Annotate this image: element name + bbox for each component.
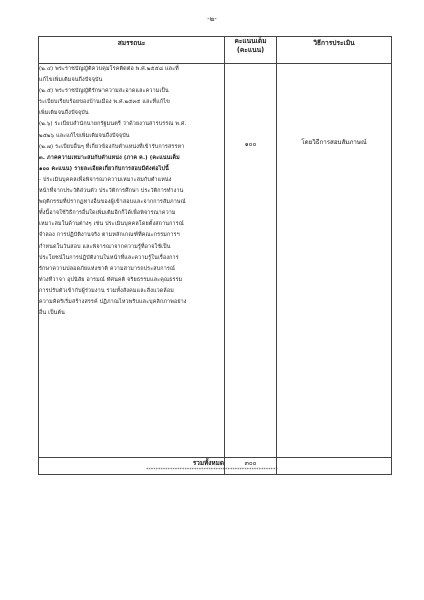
body-line: ท่วงทีวาจา อุปนิสัย อารมณ์ ทัศนคติ จริยธรรมและคุณธรรม [39,276,183,283]
footer-separator-stars: ******************************************************* [146,468,278,473]
table-header-row [39,37,392,64]
evaluation-table [38,36,392,475]
header-full-score [225,37,277,64]
body-line: (๒.๔) พระราชบัญญัติควบคุมโรคติดต่อ พ.ศ.๒๕๕๘ และที่ [39,66,179,72]
page-number: -๒- [207,15,217,23]
body-line: อื่น เป็นต้น [39,310,65,317]
score-cell [225,64,277,458]
header-method: วิธีการประเมิน [277,37,392,64]
header-competency: สมรรถนะ [39,37,225,64]
body-line: ประโยชน์ในการปฏิบัติงานในหน้าที่และความรู้ในเรื่องการ [39,254,179,261]
full-score-value: ๑๐๐ [244,141,257,148]
header-full-score-line1: คะแนนเต็ม [234,37,267,45]
body-line: - ประเมินบุคคลเพื่อพิจารณาความเหมาะสมกับตำแหน่ง [39,176,172,183]
body-line: กำหนดในวันสอบ และพิจารณาจากความรู้ที่อาจใช้เป็น [39,243,171,250]
method-value: โดยวิธีการสอบสัมภาษณ์ [301,139,367,146]
body-line: เพิ่มเติมจนถึงปัจจุบัน [39,110,89,117]
body-line: ๒๕๒๖ และแก้ไขเพิ่มเติมจนถึงปัจจุบัน [39,132,130,139]
body-line: ๑๐๐ คะแนน) รายละเอียดเกี่ยวกับการสอบมีดังต่อไปนี้ [39,165,169,172]
body-line: ระเบียบเรียบร้อยของบ้านเมือง พ.ศ.๒๕๓๕ และที่แก้ไข [39,99,170,106]
body-line: (๒.๕) พระราชบัญญัติรักษาความสะอาดและความเป็น [39,88,169,95]
body-line: ทั้งนี้อาจใช้วิธีการอื่นใดเพิ่มเติมอีกก็ได้เพื่อพิจารณาความ [39,210,176,217]
total-label: รวมทั้งหมด [39,458,225,475]
body-line: (๒.๗) ระเบียบอื่นๆ ที่เกี่ยวข้องกับตำแหน่งที่เข้ารับการสรรหา [39,143,185,150]
body-line: รักษาความปลอดภัยแห่งชาติ ความสามารถประสบการณ์ [39,265,176,272]
body-line: แก้ไขเพิ่มเติมจนถึงปัจจุบัน [39,77,103,84]
body-line: หน้าที่จากประวัติส่วนตัว ประวัติการศึกษา ประวัติการทำงาน [39,188,184,195]
body-line: ความคิดริเริ่มสร้างสรรค์ ปฏิภาณไหวพริบและบุคลิกภาพอย่าง [39,298,187,305]
table-row [39,64,392,458]
header-full-score-line2: (คะแนน) [236,46,265,54]
competency-description-cell [39,64,225,458]
total-score: ๓๐๐ [225,458,277,475]
body-line: ๓. ภาคความเหมาะสมกับตำแหน่ง (ภาค ค.) (คะแนนเต็ม [39,154,180,161]
body-line: การปรับตัวเข้ากับผู้ร่วมงาน รวมทั้งสังคมและสิ่งแวดล้อม [39,287,174,294]
body-line: (๒.๖) ระเบียบสำนักนายกรัฐมนตรี ว่าด้วยงานสารบรรณ พ.ศ. [39,121,187,128]
body-line: จำลอง การปฏิบัติงานจริง ตามหลักเกณฑ์ที่คณะกรรมการฯ [39,232,180,239]
body-line: เหมาะสมในด้านต่างๆ เช่น ประเมินบุคคลโดยตั้งสถานการณ์ [39,221,184,228]
method-cell [277,64,392,458]
body-line: พฤติกรรมที่ปรากฏทางอื่นของผู้เข้าสอบและจากการสัมภาษณ์ [39,199,186,206]
